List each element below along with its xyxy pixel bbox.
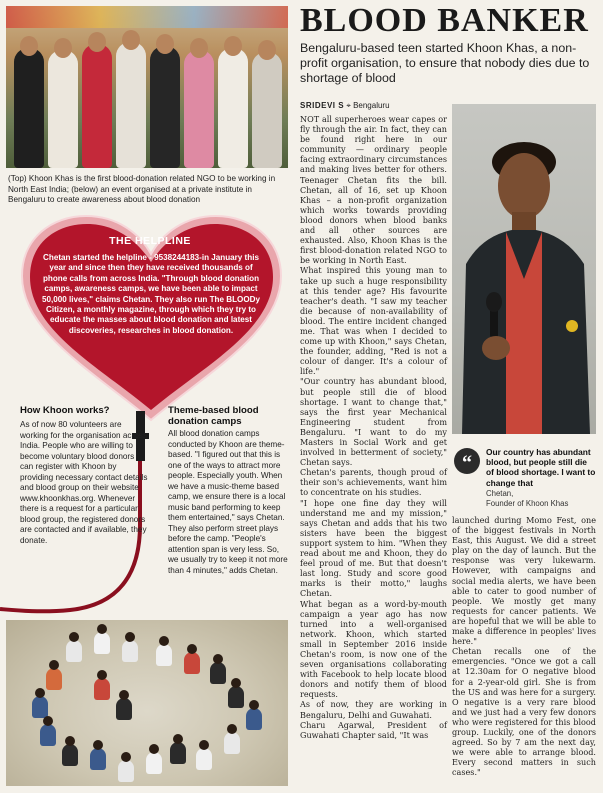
person [48, 50, 78, 168]
person [116, 42, 146, 168]
face [190, 38, 208, 58]
person [184, 50, 214, 168]
pull-quote-text: Our country has abundant blood, but people still die of blood shortage. I want to change that [486, 447, 596, 488]
face [224, 36, 242, 56]
person [14, 48, 44, 168]
person [146, 752, 162, 774]
person [184, 652, 200, 674]
helpline-title: THE HELPLINE [109, 235, 191, 247]
person [224, 732, 240, 754]
theme-camps-text: All blood donation camps conducted by Khoon are theme-based. "I figured out that this is one of the ways to attract more people. Especially youth. When we have a music-theme based camp, we ensure there is a local music band performing to keep them entertained," says Chetan. They also perform street plays before the camp. "People's attention span is very less. So, we usually try to keep it not more than 4 minutes," adds Chetan. [168, 429, 288, 575]
person [228, 686, 244, 708]
person [170, 742, 186, 764]
person [90, 748, 106, 770]
byline-author: SRIDEVI S [300, 101, 345, 110]
person [218, 48, 248, 168]
headline: BLOOD BANKER [300, 2, 589, 39]
byline-location: Bengaluru [353, 101, 390, 110]
photo-caption: (Top) Khoon Khas is the first blood-donation related NGO to be working in North East India; (below) an event organised at a private institute in Bengaluru to create awareness about blood donation [8, 174, 276, 204]
face [258, 40, 276, 60]
pull-quote-role: Founder of Khoon Khas [486, 499, 569, 508]
face [20, 36, 38, 56]
person [66, 640, 82, 662]
person [82, 44, 112, 168]
person [150, 46, 180, 168]
face [54, 38, 72, 58]
person [156, 644, 172, 666]
theme-camps-heading: Theme-based blood donation camps [168, 405, 259, 427]
person [122, 640, 138, 662]
person [94, 632, 110, 654]
person [46, 668, 62, 690]
portrait-figure [452, 104, 596, 434]
quote-icon: “ [454, 448, 480, 474]
person [94, 678, 110, 700]
face [88, 32, 106, 52]
portrait-photo [452, 104, 596, 434]
person [118, 760, 134, 782]
article-col-1-text: NOT all superheroes wear capes or fly through the air. In fact, they can be found right here in our community — ordinary people facing extraordinary circumstances and making lives better for others. Teenager Chetan fits the bill. Chetan, all of 16, set up Khoon Khas – a non-profit organization which works towards providing blood donors when blood banks and all other sources are exhausted. Also, Khoon Khas is the first blood-donation related NGO to be working in North East. What inspired this young man to take up such a huge responsibility at this tender age? His favourite teacher's death. "I saw my teacher die because of non-availability of blood. The entire incident changed me. That was when I decided to come up with Khoon," says Chetan, the founder, adding, "Red is not a colour of danger. It's a colour of life." "Our country has abundant blood, but people still die of blood shortage. I want to change that," says the first year Mechanical Engineering student from Bengaluru. "I want to do my Masters in Social Work and get involved in betterment of society," Chetan says. Chetan's parents, though proud of their son's achievements, want him to concentrate on his studies. "I hope one fine day they will understand me and my mission," says Chetan and adds that his two sisters have been the biggest support system to him. "When they read about me and Khoon, they do feel proud of me. But that doesn't last long. Study and score good marks is their motto," laughs Chetan. What began as a word-by-mouth campaign a year ago has now turned into a well-organised network. Khoon, which started small in September 2016 inside Chetan's room, is now one of the seven organisations collaborating with Facebook to help locate blood donors and notify them of blood requests. As of now, they are working in Bengaluru, Delhi and Guwahati. Charu Agarwal, President of Guwahati Chapter said, "It was [300, 114, 447, 740]
byline [300, 101, 390, 111]
face [156, 34, 174, 54]
person [116, 698, 132, 720]
person [32, 696, 48, 718]
how-khoon-works-text: As of now 80 volunteers are working for the organisation across India. People who are willing to become voluntary blood donors can register with Khoon by providing necessary contact details and blood group on their website www.khoonkhas.org. Whenever there is a request for a particular blood group, the registered donors are contacted and if available, they donate. [20, 420, 148, 545]
standfirst: Bengaluru-based teen started Khoon Khas, a non-profit organisation, to ensure that nobody dies due to shortage of blood [300, 41, 590, 86]
face [122, 30, 140, 50]
person [246, 708, 262, 730]
how-khoon-works-heading: How Khoon works? [20, 405, 110, 416]
article-col-1 [300, 114, 447, 740]
pull-quote-name: Chetan, [486, 489, 514, 498]
photo-banner [6, 6, 288, 28]
person [62, 744, 78, 766]
person [196, 748, 212, 770]
bottom-photo [6, 620, 288, 786]
person [40, 724, 56, 746]
article-col-2 [452, 515, 596, 777]
location-pin-icon: ⌖ [346, 101, 351, 110]
person [210, 662, 226, 684]
person [252, 52, 282, 168]
top-photo [6, 6, 288, 168]
helpline-text: Chetan started the helpline - 9538244183-in January this year and since then they have received thousands of phone calls from across India. "Through blood donation camps, awareness camps, we have been able to impact 50,000 lives," claims Chetan. They also run The BLOODy Citizen, a monthly magazine, through which they try to educate the masses about blood donation and latest discoveries, researches in blood donation. [42, 253, 260, 335]
article-col-2-text: launched during Momo Fest, one of the biggest festivals in North East, this August. We did a street play on the day of launch. But the response was very lukewarm. However, with campaigns and social media alerts, we have been able to cater to good number of people. We mostly get many requests for cancer patients. We are hopeful that we will be able to make a difference in peoples' lives here." Chetan recalls one of the emergencies. "Once we got a call at 12.30am for O negative blood for a 2-year-old girl. She is from the US and was here for a surgery. O negative is a very rare blood and we just had a very few donors who were registered for this blood group. Luckily, one of the donors agreed. So by 7 am the next day, we were able to arrange blood. Every second matters in such cases." [452, 515, 596, 778]
